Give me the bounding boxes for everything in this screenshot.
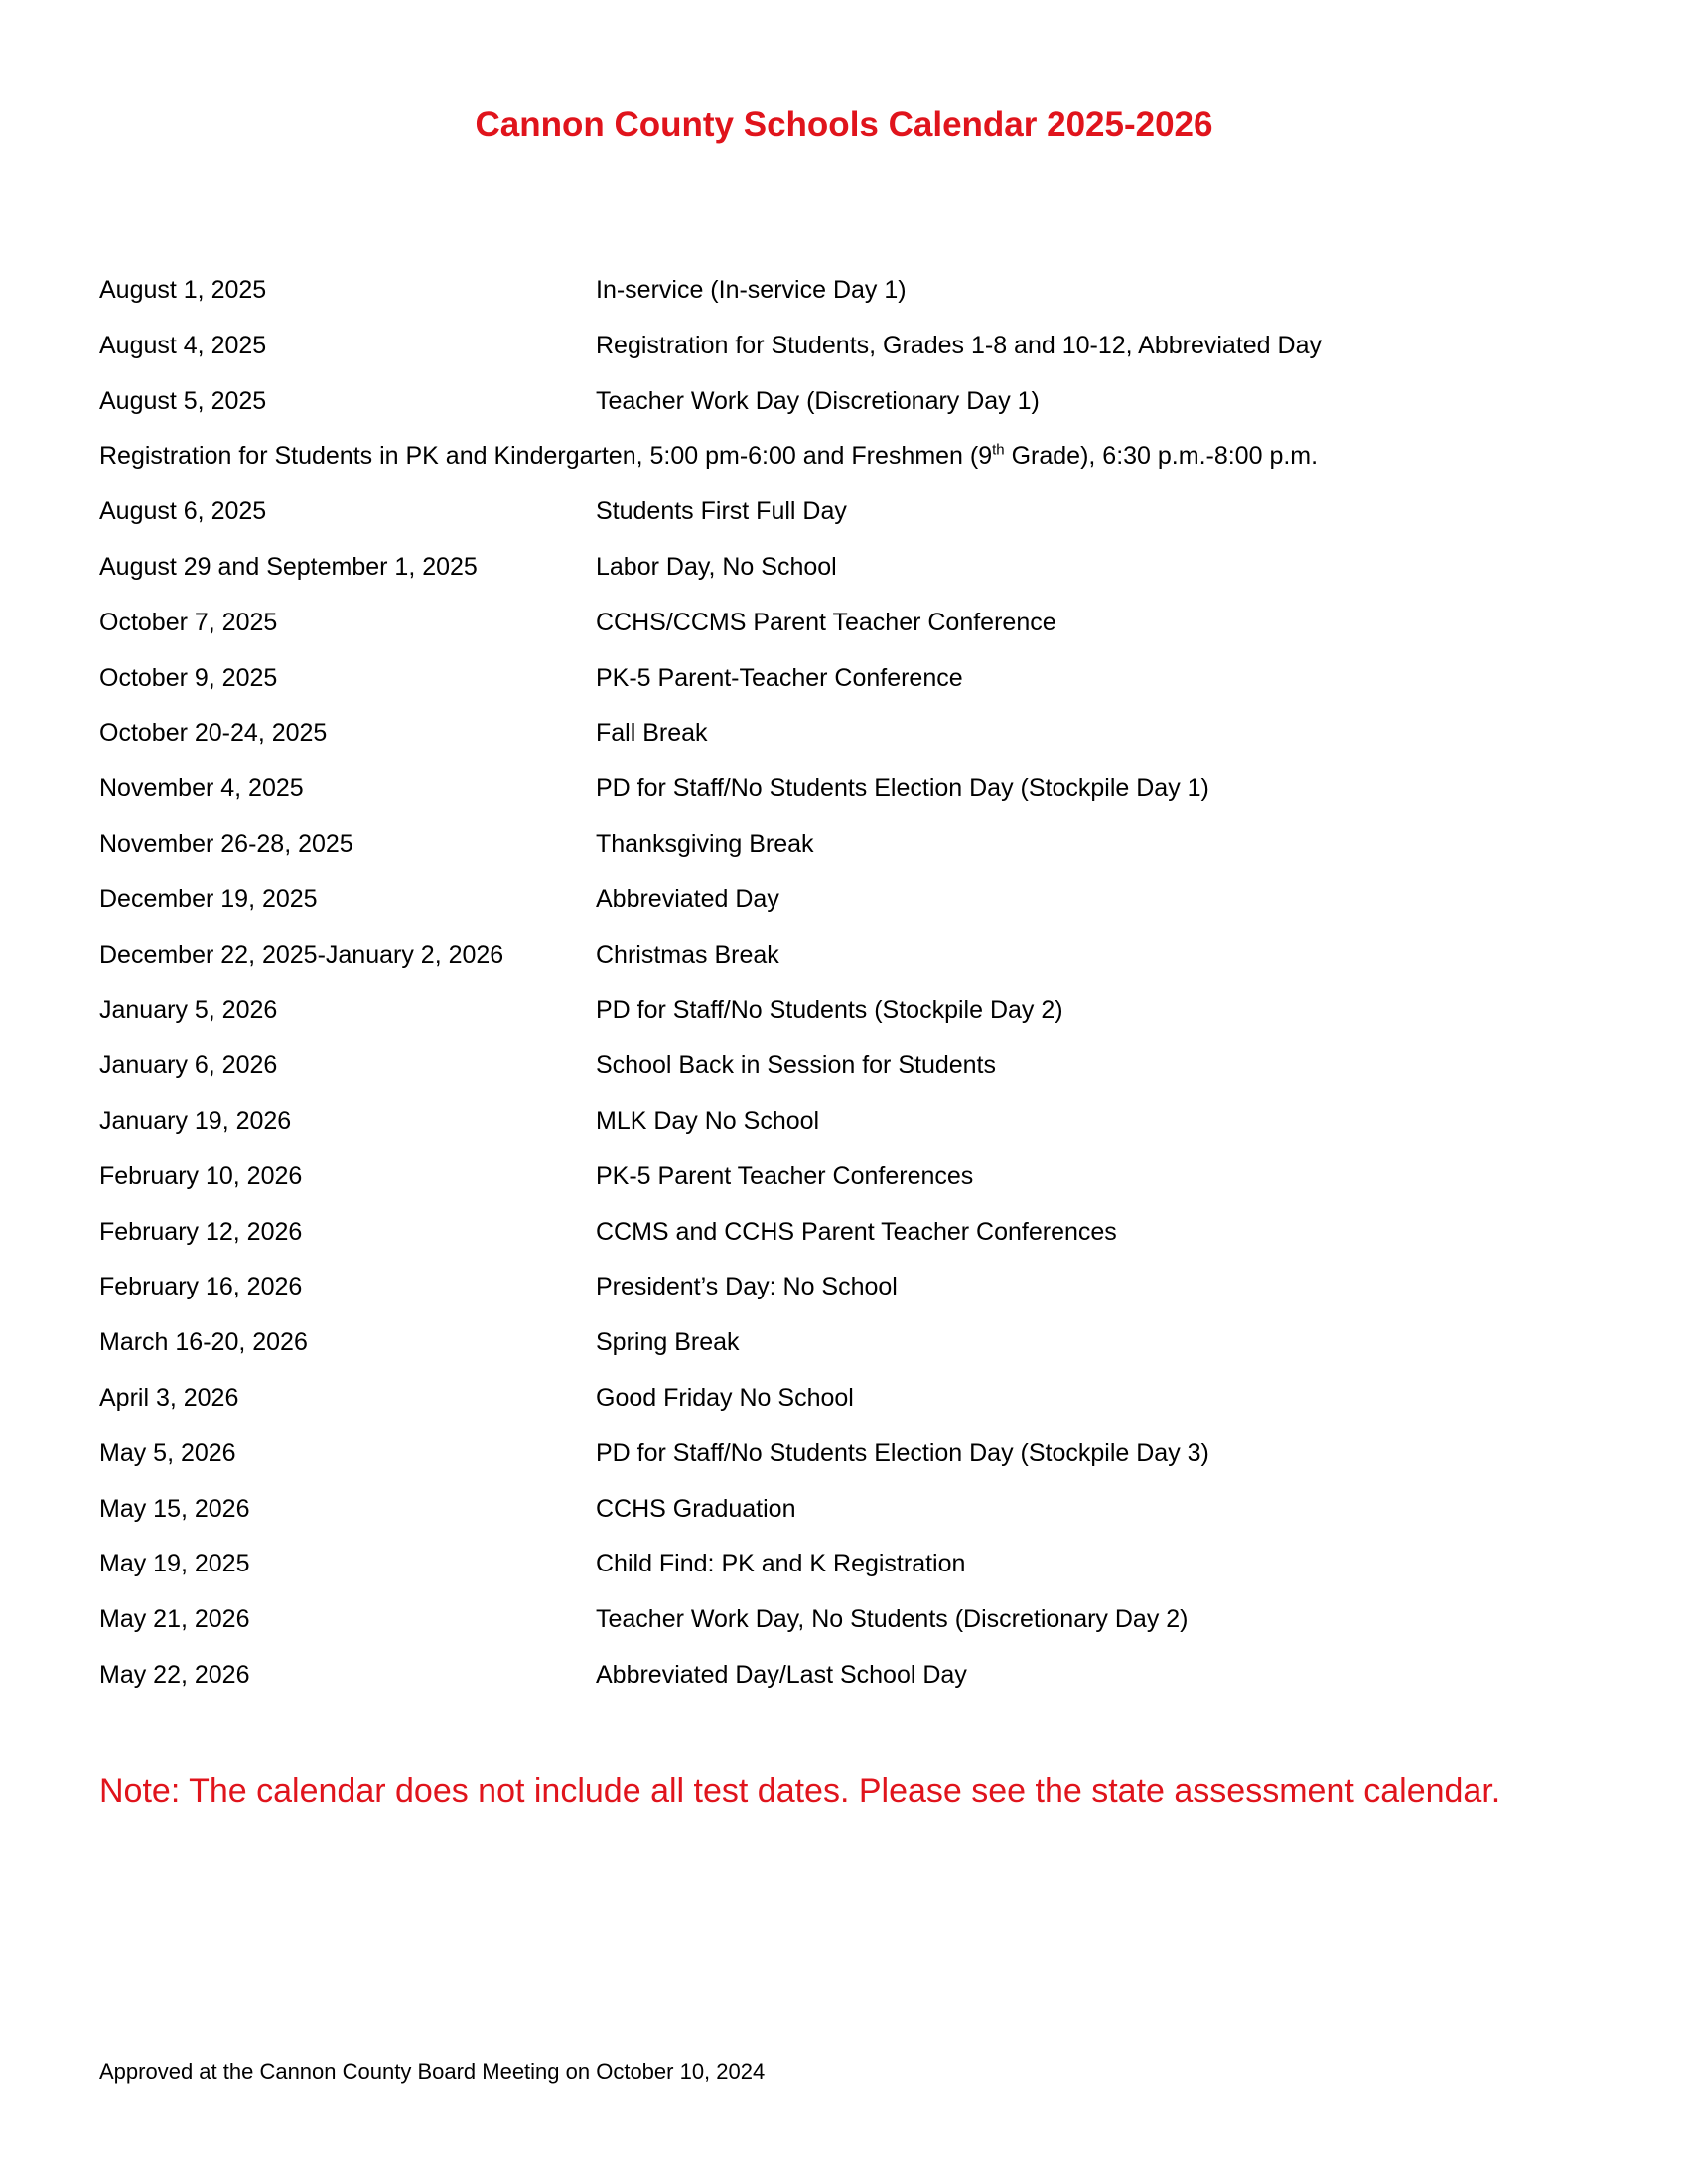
row-event: PD for Staff/No Students Election Day (Stockpile Day 1)	[596, 774, 1209, 803]
calendar-row	[99, 1265, 1589, 1320]
row-event: Labor Day, No School	[596, 552, 837, 581]
calendar-row	[99, 1376, 1589, 1432]
row-event: Fall Break	[596, 719, 708, 748]
calendar-row	[99, 1432, 1589, 1487]
row-date: May 21, 2026	[99, 1605, 250, 1634]
row-date: May 19, 2025	[99, 1550, 250, 1578]
row-event: Registration for Students, Grades 1-8 and 10-12, Abbreviated Day	[596, 331, 1322, 359]
row-date: October 7, 2025	[99, 608, 278, 636]
calendar-row	[99, 1542, 1589, 1597]
row-event: Child Find: PK and K Registration	[596, 1550, 966, 1578]
calendar-row	[99, 1320, 1589, 1376]
row-date: January 6, 2026	[99, 1051, 278, 1080]
row-date: May 15, 2026	[99, 1494, 250, 1523]
calendar-row	[99, 1155, 1589, 1210]
calendar-row	[99, 1653, 1589, 1708]
calendar-row	[99, 489, 1589, 545]
row-date: May 5, 2026	[99, 1438, 236, 1467]
calendar-row	[99, 379, 1589, 435]
row-date: March 16-20, 2026	[99, 1328, 308, 1357]
row-event: School Back in Session for Students	[596, 1051, 997, 1080]
row-event: Spring Break	[596, 1328, 740, 1357]
ordinal-superscript: th	[992, 442, 1005, 460]
row-event: CCMS and CCHS Parent Teacher Conferences	[596, 1217, 1117, 1246]
row-event: Teacher Work Day, No Students (Discretionary Day 2)	[596, 1605, 1189, 1634]
row-event: In-service (In-service Day 1)	[596, 276, 907, 304]
calendar-row	[99, 822, 1589, 878]
calendar-row	[99, 601, 1589, 656]
assessment-note: Note: The calendar does not include all test dates. Please see the state assessment calendar.	[99, 1772, 1501, 1810]
row-date: February 16, 2026	[99, 1273, 303, 1301]
row-event: PD for Staff/No Students Election Day (Stockpile Day 3)	[596, 1438, 1209, 1467]
calendar-row	[99, 988, 1589, 1043]
row-date: October 9, 2025	[99, 663, 278, 692]
calendar-row	[99, 1487, 1589, 1543]
row-event: Abbreviated Day	[596, 885, 779, 913]
row-date: November 26-28, 2025	[99, 829, 353, 858]
row-date: January 19, 2026	[99, 1106, 292, 1135]
row-event: Abbreviated Day/Last School Day	[596, 1660, 967, 1689]
calendar-row	[99, 1099, 1589, 1155]
row-event: MLK Day No School	[596, 1106, 820, 1135]
row-date: December 19, 2025	[99, 885, 318, 913]
row-full-text	[99, 434, 1318, 478]
row-full-text-after: Grade), 6:30 p.m.-8:00 p.m.	[1004, 442, 1319, 471]
row-event: PK-5 Parent-Teacher Conference	[596, 663, 963, 692]
row-event: Good Friday No School	[596, 1383, 854, 1412]
calendar-row	[99, 656, 1589, 712]
row-event: CCHS Graduation	[596, 1494, 796, 1523]
row-date: November 4, 2025	[99, 774, 304, 803]
row-date: February 10, 2026	[99, 1161, 303, 1190]
row-date: May 22, 2026	[99, 1660, 250, 1689]
calendar-row	[99, 545, 1589, 601]
row-date: October 20-24, 2025	[99, 719, 328, 748]
row-event: Students First Full Day	[596, 497, 847, 526]
calendar-row	[99, 766, 1589, 822]
row-event: Teacher Work Day (Discretionary Day 1)	[596, 386, 1040, 415]
calendar-row-full-width	[99, 434, 1589, 489]
row-date: August 4, 2025	[99, 331, 267, 359]
row-date: August 29 and September 1, 2025	[99, 552, 478, 581]
calendar-row	[99, 933, 1589, 989]
calendar-row	[99, 711, 1589, 766]
approval-footer: Approved at the Cannon County Board Meeting on October 10, 2024	[99, 2059, 766, 2084]
calendar-row	[99, 1210, 1589, 1266]
row-date: April 3, 2026	[99, 1383, 239, 1412]
row-event: PD for Staff/No Students (Stockpile Day 2)	[596, 996, 1063, 1024]
row-event: CCHS/CCMS Parent Teacher Conference	[596, 608, 1056, 636]
row-date: February 12, 2026	[99, 1217, 303, 1246]
page-title: Cannon County Schools Calendar 2025-2026	[475, 105, 1213, 144]
row-full-text-before: Registration for Students in PK and Kindergarten, 5:00 pm-6:00 and Freshmen (9	[99, 442, 993, 471]
row-event: President’s Day: No School	[596, 1273, 898, 1301]
row-date: December 22, 2025-January 2, 2026	[99, 940, 504, 969]
row-date: August 6, 2025	[99, 497, 267, 526]
row-event: Christmas Break	[596, 940, 779, 969]
calendar-row	[99, 1597, 1589, 1653]
row-date: August 1, 2025	[99, 276, 267, 304]
row-event: PK-5 Parent Teacher Conferences	[596, 1161, 974, 1190]
calendar-row	[99, 268, 1589, 324]
calendar-list	[99, 268, 1589, 1708]
calendar-row	[99, 324, 1589, 379]
row-date: August 5, 2025	[99, 386, 267, 415]
row-event: Thanksgiving Break	[596, 829, 814, 858]
row-date: January 5, 2026	[99, 996, 278, 1024]
calendar-row	[99, 1043, 1589, 1099]
calendar-row	[99, 878, 1589, 933]
